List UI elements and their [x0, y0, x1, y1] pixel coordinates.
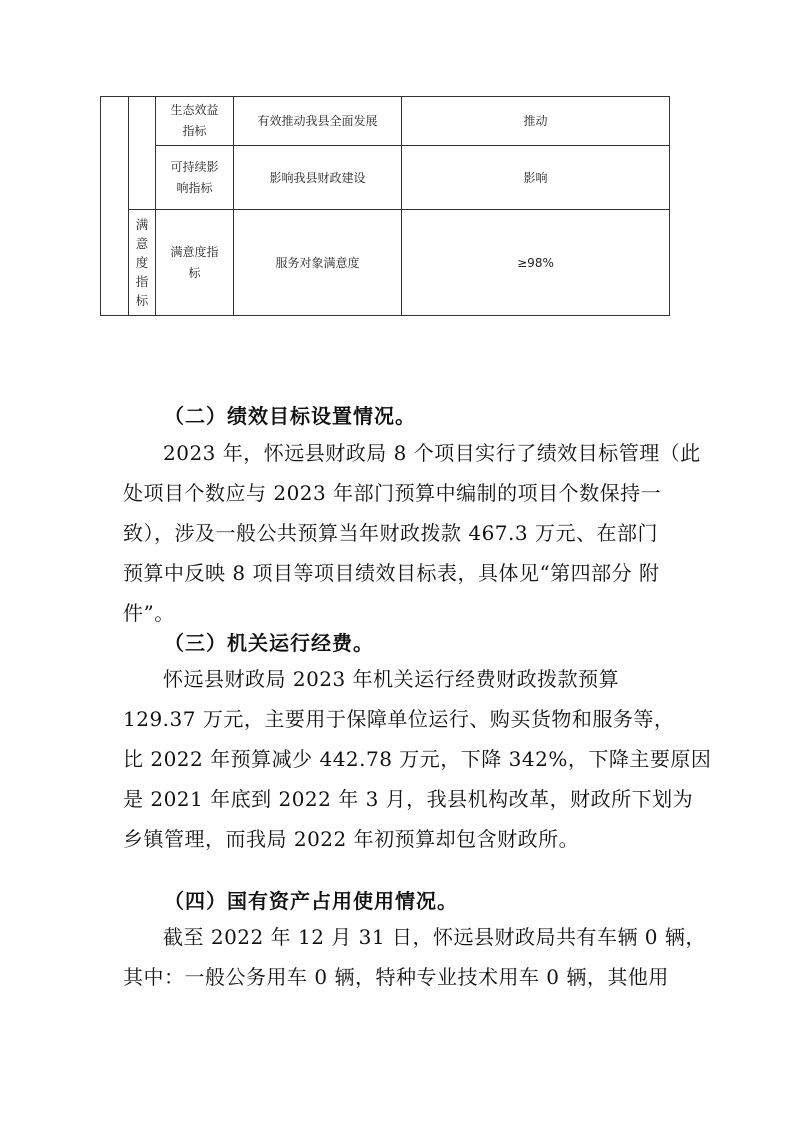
table-row: [101, 210, 670, 316]
table-cell-indicator: [156, 146, 234, 210]
category-label: 满意度指标: [135, 216, 149, 308]
indicator-label: 可持续影响指标: [170, 159, 219, 195]
paragraph-state-assets: [123, 917, 706, 997]
text-line: 是 2021 年底到 2022 年 3 月，我县机构改革，财政所下划为: [123, 787, 694, 811]
text-line: 129.37 万元，主要用于保障单位运行、购买货物和服务等，: [123, 707, 675, 731]
text-line: 怀远县财政局 2023 年机关运行经费财政拨款预算: [163, 667, 620, 691]
text-line: 处项目个数应与 2023 年部门预算中编制的项目个数保持一: [123, 481, 662, 505]
table-cell-content: 影响我县财政建设: [234, 146, 402, 210]
table-cell-category: [129, 210, 156, 316]
section-heading-performance-goals: （二）绩效目标设置情况。: [164, 404, 416, 428]
text-line: 截至 2022 年 12 月 31 日，怀远县财政局共有车辆 0 辆，: [163, 925, 706, 949]
text-line: 比 2022 年预算减少 442.78 万元，下降 342%，下降主要原因: [123, 747, 712, 771]
paragraph-operating-expenses: [123, 659, 712, 859]
table-cell-blank: [101, 97, 129, 316]
table-cell-content: 有效推动我县全面发展: [234, 97, 402, 146]
table-cell-value: ≥98%: [402, 210, 670, 316]
text-line: 其中：一般公务用车 0 辆，特种专业技术用车 0 辆，其他用: [123, 965, 669, 989]
performance-indicator-table: [100, 96, 670, 316]
table-cell-value: 推动: [402, 97, 670, 146]
table-cell-content: 服务对象满意度: [234, 210, 402, 316]
table-row: [101, 146, 670, 210]
table-row: [101, 97, 670, 146]
text-line: 件”。: [123, 601, 175, 625]
table-cell-indicator: [156, 97, 234, 146]
table-cell-blank: [129, 97, 156, 210]
table-cell-value: 影响: [402, 146, 670, 210]
paragraph-performance-goals: [123, 433, 701, 633]
text-line: 预算中反映 8 项目等项目绩效目标表，具体见“第四部分 附: [123, 561, 660, 585]
text-line: 致），涉及一般公共预算当年财政拨款 467.3 万元、在部门: [123, 521, 658, 545]
table-cell-indicator: [156, 210, 234, 316]
section-heading-operating-expenses: （三）机关运行经费。: [164, 631, 374, 655]
section-heading-state-assets: （四）国有资产占用使用情况。: [164, 889, 458, 913]
text-line: 乡镇管理，而我局 2022 年初预算却包含财政所。: [123, 827, 580, 851]
text-line: 2023 年，怀远县财政局 8 个项目实行了绩效目标管理（此: [163, 441, 701, 465]
indicator-label: 满意度指标: [170, 244, 219, 280]
indicator-label: 生态效益指标: [170, 103, 219, 138]
